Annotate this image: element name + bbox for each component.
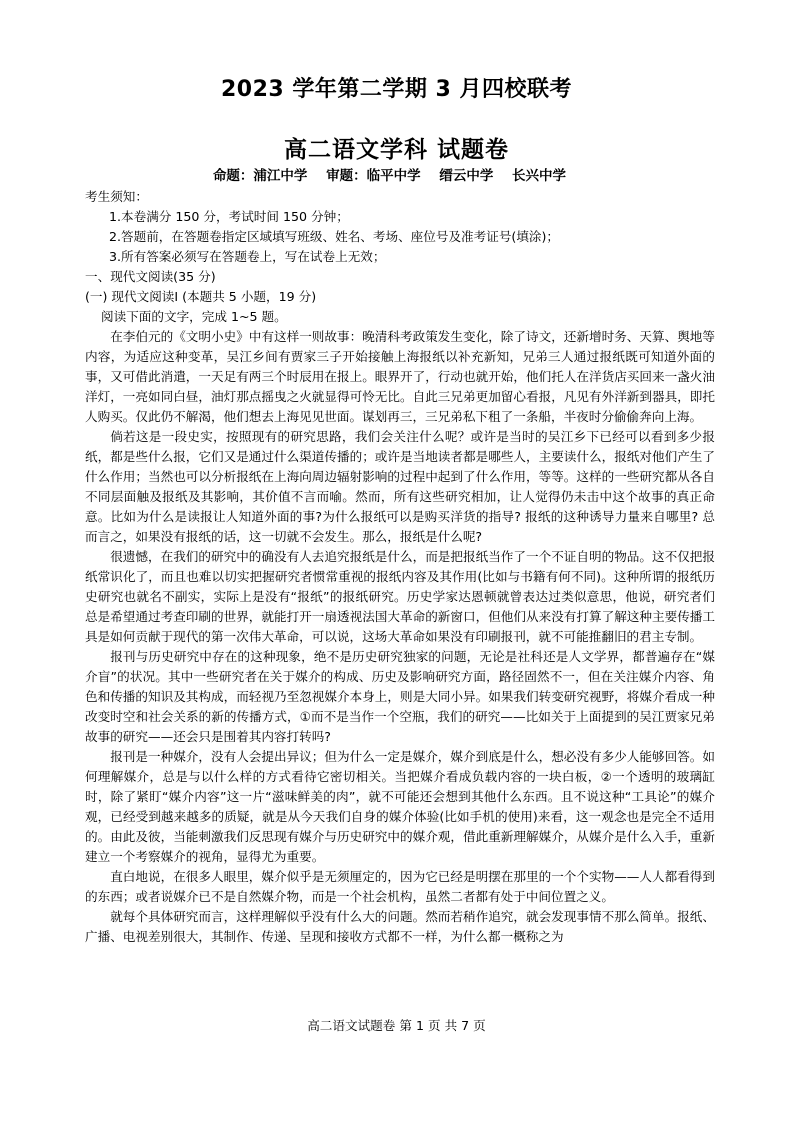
exam-content (85, 187, 715, 947)
passage-paragraph-3: 很遗憾，在我们的研究中的确没有人去追究报纸是什么，而是把报纸当作了一个不证自明的物品。这不仅把报纸常识化了，而且也难以切实把握研究者惯常重视的报纸内容及其作用(比如与书籍有何不同)。这种所谓的报纸历史研究也就名不副实，实际上是没有“报纸”的报纸研究。历史学家达恩顿就曾表达过类似意思，他说，研究者们总是希望通过考查印刷的世界，就能打开一扇透视法国大革命的新窗口，但他们从来没有打算了解这种主要传播工具是如何贡献于现代的第一次伟大革命，可以说，这场大革命如果没有印刷报刊，就不可能推翻旧的君主专制。 (85, 549, 715, 644)
section-subheading: (一) 现代文阅读Ⅰ (本题共 5 小题，19 分) (85, 289, 317, 304)
reading-instruction: 阅读下面的文字，完成 1~5 题。 (101, 309, 287, 324)
exam-subtitle: 高二语文学科 试题卷 (283, 137, 509, 163)
exam-title: 2023 学年第二学期 3 月四校联考 (220, 77, 573, 102)
notice-item-2: 2.答题前，在答题卷指定区域填写班级、姓名、考场、座位号及准考证号(填涂)； (109, 229, 560, 244)
passage-paragraph-4: 报刊与历史研究中存在的这种现象，绝不是历史研究独家的问题，无论是社科还是人文学界，都普遍存在“媒介盲”的状况。其中一些研究者在关于媒介的构成、历史及影响研究方面，路径固然不一，但在关注媒介内容、角色和传播的知识及其构成，而轻视乃至忽视媒介本身上，则是大同小异。如果我们转变研究视野，将媒介看成一种改变时空和社会关系的新的传播方式，①而不是当作一个空瓶，我们的研究——比如关于上面提到的吴江贾家兄弟故事的研究——还会只是围着其内容打转吗? (85, 649, 715, 744)
passage-paragraph-1: 在李伯元的《文明小史》中有这样一则故事：晚清科考政策发生变化，除了诗文，还新增时务、天算、舆地等内容，为适应这种变革，吴江乡间有贾家三子开始接触上海报纸以补充新知，兄弟三人通过报纸既可知道外面的事，又可借此消遣，一天足有两三个时辰用在报上。眼界开了，行动也就开始，他们托人在洋货店买回来一盏火油洋灯，一亮如同白昼，油灯那点摇曳之火就显得可怜无比。自此三兄弟更加留心看报，凡见有外洋新到器具，即托人购买。仅此仍不解渴，他们想去上海见见世面。谋划再三，三兄弟私下租了一条船，半夜时分偷偷奔向上海。 (85, 329, 715, 424)
author-setter: 命题：浦江中学 (212, 168, 308, 184)
authors-line (0, 164, 793, 184)
section-heading: 一、现代文阅读(35 分) (85, 269, 216, 284)
passage-paragraph-7: 就每个具体研究而言，这样理解似乎没有什么大的问题。然而若稍作追究，就会发现事情不那么简单。报纸、广播、电视差别很大，其制作、传递、呈现和接收方式都不一样，为什么都一概称之为 (85, 909, 715, 944)
notice-item-3: 3.所有答案必须写在答题卷上，写在试卷上无效； (109, 249, 386, 264)
author-reviewer: 审题：临平中学 (326, 168, 421, 184)
page-footer: 高二语文试题卷 第 1 页 共 7 页 (307, 1018, 486, 1033)
passage-paragraph-5: 报刊是一种媒介，没有人会提出异议；但为什么一定是媒介，媒介到底是什么，想必没有多少人能够回答。如何理解媒介，总是与以什么样的方式看待它密切相关。当把媒介看成负载内容的一块白板，②一个透明的玻璃缸时，除了紧盯“媒介内容”这一片“滋味鲜美的肉”，就不可能还会想到其他什么东西。且不说这种“工具论”的媒介观，已经受到越来越多的质疑，就是从今天我们自身的媒介体验(比如手机的使用)来看，这一观念也是完全不适用的。由此及彼，当能刺激我们反思现有媒介与历史研究中的媒介观，借此重新理解媒介，从媒介是什么入手，重新建立一个考察媒介的视角，显得尤为重要。 (85, 749, 715, 864)
author-school-3: 长兴中学 (512, 168, 567, 184)
notice-item-1: 1.本卷满分 150 分，考试时间 150 分钟； (109, 209, 349, 224)
author-school-2: 缙云中学 (439, 168, 494, 184)
passage-paragraph-6: 直白地说，在很多人眼里，媒介似乎是无须厘定的，因为它已经是明摆在那里的一个个实物——人人都看得到的东西；或者说媒介已不是自然媒介物，而是一个社会机构，虽然二者都有处于中间位置之义。 (85, 869, 715, 904)
notice-heading: 考生须知： (85, 189, 148, 204)
passage-paragraph-2: 倘若这是一段史实，按照现有的研究思路，我们会关注什么呢？或许是当时的吴江乡下已经可以看到多少报纸，都是些什么报，它们又是通过什么渠道传播的；或许是当地读者都是哪些人，主要读什么，报纸对他们产生了什么作用；当然也可以分析报纸在上海向周边辐射影响的过程中起到了什么作用，等等。这样的一些研究都从各自不同层面触及报纸及其影响，其价值不言而喻。然而，所有这些研究相加，让人觉得仍未击中这个故事的真正命意。比如为什么是读报让人知道外面的事?为什么报纸可以是购买洋货的指导? 报纸的这种诱导力量来自哪里? 总而言之，如果没有报纸的话，这一切就不会发生。那么，报纸是什么呢? (85, 429, 715, 544)
